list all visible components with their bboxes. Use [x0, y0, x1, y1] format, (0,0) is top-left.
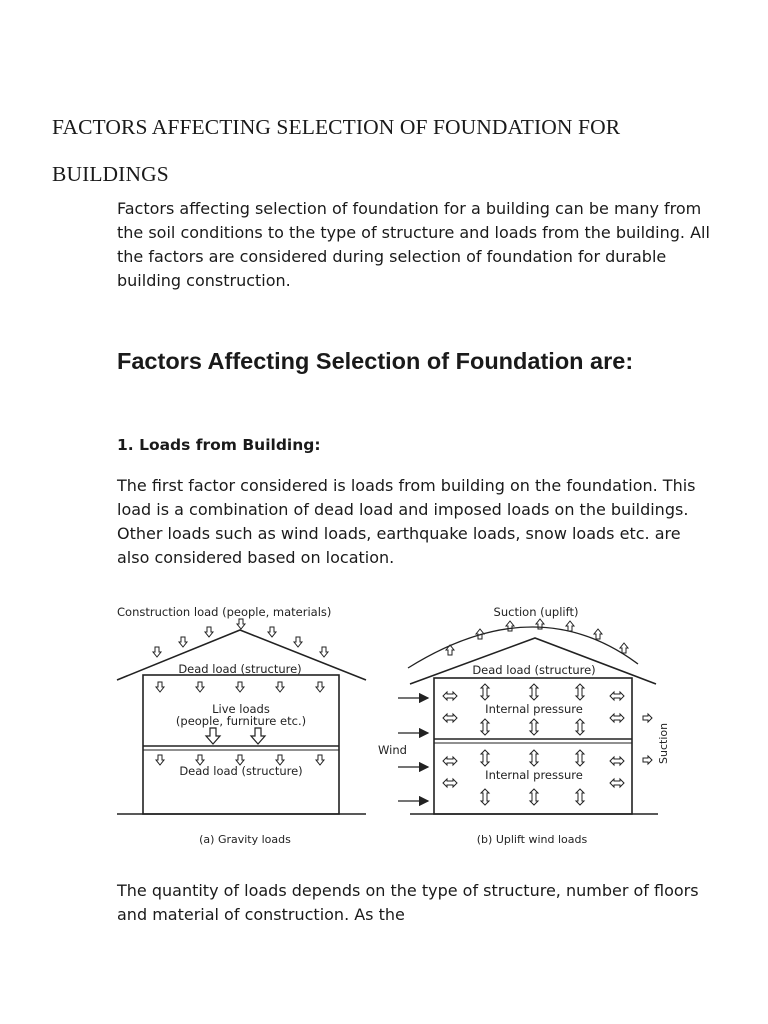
- down-arrow-icon: [316, 682, 324, 692]
- vertical-arrow-icon: [530, 719, 538, 735]
- down-arrow-icon: [179, 637, 187, 647]
- up-arrow-icon: [594, 629, 602, 639]
- up-arrow-icon: [566, 621, 574, 631]
- vertical-arrow-icon: [576, 789, 584, 805]
- internal-pressure-label-upper: Internal pressure: [485, 702, 583, 716]
- down-arrow-icon: [156, 755, 164, 765]
- horizontal-arrow-icon: [610, 779, 624, 787]
- vertical-arrow-icon: [481, 789, 489, 805]
- gravity-loads-diagram: [117, 605, 366, 846]
- internal-pressure-label-lower: Internal pressure: [485, 768, 583, 782]
- horizontal-arrow-icon: [443, 779, 457, 787]
- wind-label: Wind: [378, 743, 407, 757]
- floor-dead-load-label: Dead load (structure): [179, 764, 303, 778]
- suction-arrow-icon: [643, 714, 652, 722]
- up-arrow-icon: [476, 629, 484, 639]
- loads-paragraph: The first factor considered is loads from building on the foundation. This load is a combination of dead load and imposed loads on the buildings. Other loads such as wind loads, earthquake loads, snow loads etc. are also considered based on location.: [117, 476, 696, 567]
- vertical-arrow-icon: [481, 684, 489, 700]
- suction-arrow-icon: [643, 756, 652, 764]
- vertical-arrow-icon: [530, 789, 538, 805]
- gravity-loads-caption: (a) Gravity loads: [199, 833, 291, 846]
- horizontal-arrow-icon: [610, 714, 624, 722]
- intro-paragraph: Factors affecting selection of foundation for a building can be many from the soil conditions to the type of structure and loads from the building. All the factors are considered during selection of foundation for durable building construction.: [117, 199, 710, 290]
- quantity-paragraph: The quantity of loads depends on the type of structure, number of floors and material of construction. As the: [117, 881, 699, 924]
- down-arrow-icon: [236, 682, 244, 692]
- uplift-wind-loads-diagram: [378, 605, 670, 846]
- uplift-wind-loads-caption: (b) Uplift wind loads: [476, 833, 588, 846]
- down-arrow-icon: [276, 682, 284, 692]
- up-arrow-icon: [506, 621, 514, 631]
- vertical-arrow-icon: [481, 719, 489, 735]
- vertical-arrow-icon: [576, 750, 584, 766]
- down-arrow-icon: [251, 728, 265, 744]
- up-arrow-icon: [620, 643, 628, 653]
- suction-label: Suction: [657, 722, 670, 764]
- vertical-arrow-icon: [576, 719, 584, 735]
- down-arrow-icon: [268, 627, 276, 637]
- vertical-arrow-icon: [530, 684, 538, 700]
- horizontal-arrow-icon: [443, 692, 457, 700]
- roof-dead-load-label: Dead load (structure): [472, 663, 596, 677]
- live-loads-detail-label: (people, furniture etc.): [175, 714, 307, 728]
- construction-load-label: Construction load (people, materials): [117, 605, 332, 619]
- down-arrow-icon: [316, 755, 324, 765]
- section-heading: Factors Affecting Selection of Foundation are:: [117, 348, 634, 374]
- page-title: FACTORS AFFECTING SELECTION OF FOUNDATION FOR BUILDINGS: [52, 115, 621, 186]
- down-arrow-icon: [156, 682, 164, 692]
- vertical-arrow-icon: [576, 684, 584, 700]
- down-arrow-icon: [196, 682, 204, 692]
- down-arrow-icon: [237, 619, 245, 629]
- subsection-heading: 1. Loads from Building:: [117, 436, 321, 454]
- horizontal-arrow-icon: [443, 714, 457, 722]
- live-loads-label: Live loads: [212, 702, 270, 716]
- loads-diagram: [0, 596, 768, 856]
- horizontal-arrow-icon: [443, 757, 457, 765]
- down-arrow-icon: [205, 627, 213, 637]
- suction-uplift-label: Suction (uplift): [493, 605, 579, 619]
- horizontal-arrow-icon: [610, 757, 624, 765]
- down-arrow-icon: [320, 647, 328, 657]
- vertical-arrow-icon: [481, 750, 489, 766]
- horizontal-arrow-icon: [610, 692, 624, 700]
- roof-dead-load-label: Dead load (structure): [178, 662, 302, 676]
- down-arrow-icon: [206, 728, 220, 744]
- down-arrow-icon: [153, 647, 161, 657]
- vertical-arrow-icon: [530, 750, 538, 766]
- down-arrow-icon: [294, 637, 302, 647]
